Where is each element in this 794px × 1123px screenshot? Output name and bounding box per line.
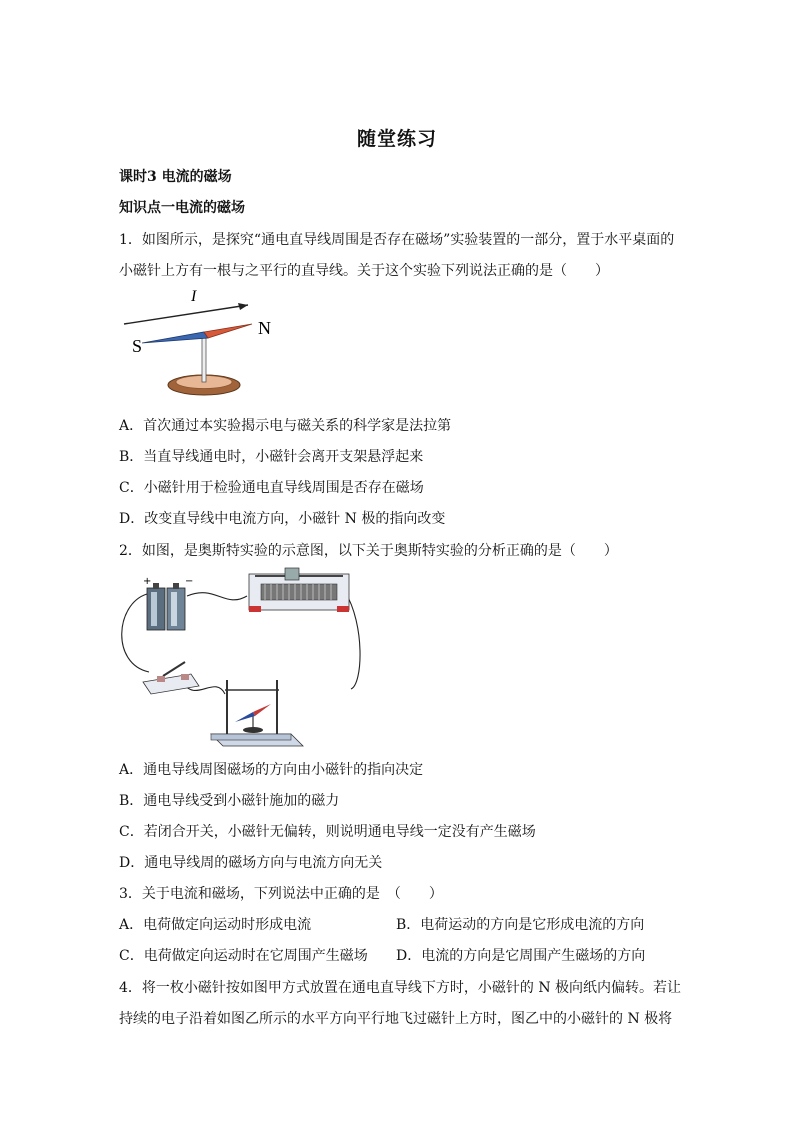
- q1-option-b: B．当直导线通电时，小磁针会离开支架悬浮起来: [119, 449, 424, 465]
- q2-stem: 2．如图，是奥斯特实验的示意图，以下关于奥斯特实验的分析正确的是（ ）: [119, 543, 618, 559]
- q2-needle-red: [253, 704, 271, 716]
- needle-south-half: [142, 332, 208, 343]
- q3-option-b: B．电荷运动的方向是它形成电流的方向: [396, 917, 645, 933]
- q2-needle-blue: [235, 712, 255, 722]
- q2-option-d: D．通电导线周的磁场方向与电流方向无关: [119, 855, 383, 871]
- battery-minus-label: −: [185, 576, 194, 587]
- q1-stem-line1: 1．如图所示，是探究“通电直导线周围是否存在磁场”实验装置的一部分，置于水平桌面的: [119, 232, 675, 248]
- q2-option-c: C．若闭合开关，小磁针无偏转，则说明通电导线一定没有产生磁场: [119, 824, 536, 840]
- q1-stem-line2: 小磁针上方有一根与之平行的直导线。关于这个实验下列说法正确的是（ ）: [119, 263, 609, 279]
- q3-option-a: A．电荷做定向运动时形成电流: [119, 917, 312, 933]
- q4-stem-line1: 4．将一枚小磁针按如图甲方式放置在通电直导线下方时，小磁针的 N 极向纸内偏转。若让: [119, 980, 682, 996]
- q4-stem-line2: 持续的电子沿着如图乙所示的水平方向平行地飞过磁针上方时，图乙中的小磁针的 N 极将: [119, 1011, 673, 1027]
- q1-option-d: D．改变直导线中电流方向，小磁针 N 极的指向改变: [119, 511, 446, 527]
- q2-figure-oersted-apparatus: [115, 564, 365, 752]
- q3-stem: 3．关于电流和磁场，下列说法中正确的是 （ ）: [119, 886, 443, 902]
- lesson-heading: 课时3 电流的磁场: [119, 169, 232, 185]
- battery-plus-label: +: [143, 576, 152, 587]
- q1-option-c: C．小磁针用于检验通电直导线周围是否存在磁场: [119, 480, 424, 496]
- q1-figure-compass-wire: [118, 284, 288, 398]
- q3-option-c: C．电荷做定向运动时在它周围产生磁场: [119, 948, 368, 964]
- q2-option-b: B．通电导线受到小磁针施加的磁力: [119, 793, 340, 809]
- knowledge-point-heading: 知识点一电流的磁场: [119, 200, 245, 216]
- q1-option-a: A．首次通过本实验揭示电与磁关系的科学家是法拉第: [119, 418, 452, 434]
- current-label: I: [191, 288, 197, 305]
- q3-option-d: D．电流的方向是它周围产生磁场的方向: [396, 948, 646, 964]
- page-title: 随堂练习: [356, 128, 437, 150]
- south-pole-label: S: [132, 336, 143, 356]
- q2-option-a: A．通电导线周图磁场的方向由小磁针的指向决定: [119, 762, 424, 778]
- switch: [143, 674, 199, 694]
- north-pole-label: N: [258, 318, 271, 338]
- current-arrow-icon: [238, 303, 248, 310]
- needle-north-half: [204, 324, 252, 338]
